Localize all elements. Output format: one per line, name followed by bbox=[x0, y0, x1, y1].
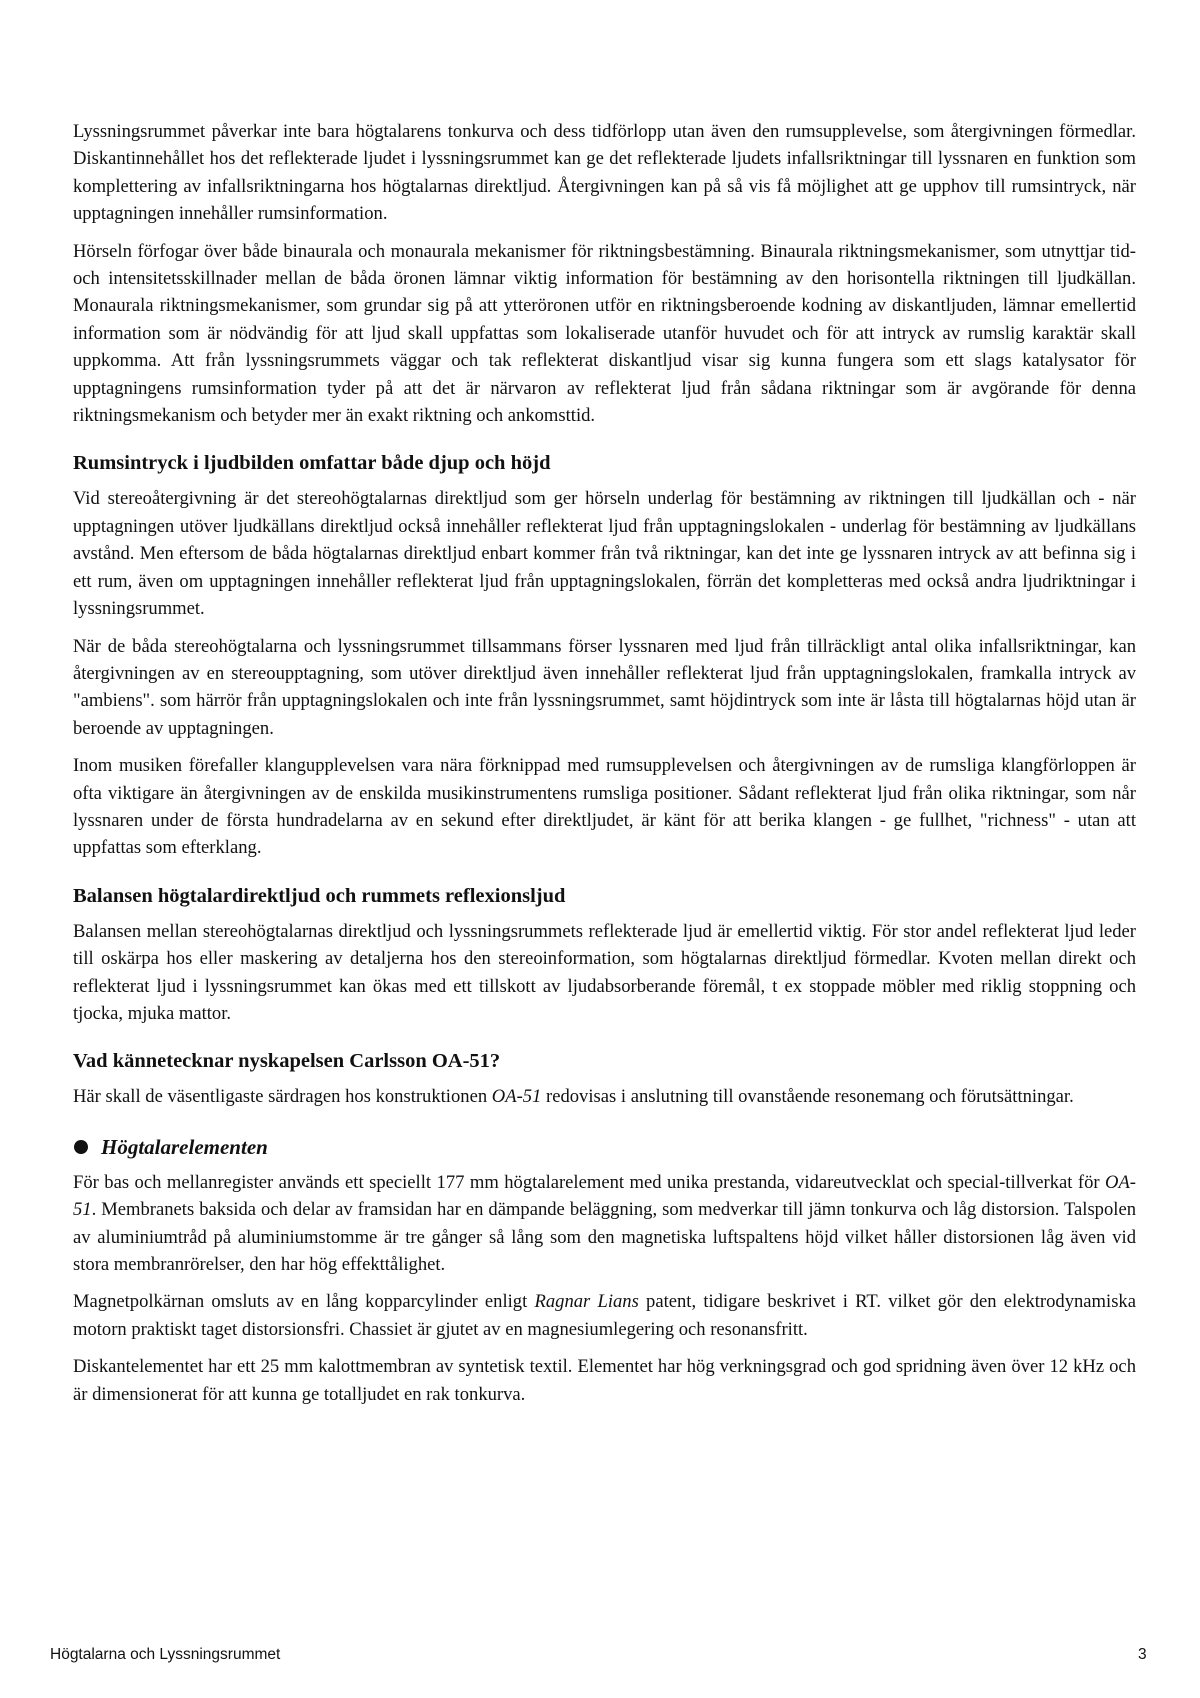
paragraph-oa51-intro bbox=[73, 1083, 1136, 1110]
text: För bas och mellanregister används ett speciellt 177 mm högtalarelement med unika prestanda, vidareutvecklat och special-tillverkat för bbox=[73, 1171, 1106, 1193]
paragraph-rumsintryck-3: Inom musiken förefaller klangupplevelsen vara nära förknippad med rumsupplevelsen och återgivningen av de rumsliga klangförloppen är ofta viktigare än återgivningen av de enskilda musikinstrumentens rumsliga positioner. Sådant reflekterat ljud från olika riktningar, som når lyssnaren under de första hundradelarna av en sekund efter direktljudet, är känt för att berika klangen - ge fullhet, "richness" - utan att uppfattas som efterklang. bbox=[73, 755, 1136, 859]
paragraph-rumsintryck-2: När de båda stereohögtalarna och lyssningsrummet tillsammans förser lyssnaren med ljud från tillräckligt antal olika infallsriktningar, kan återgivningen av en stereoupptagning, som utöver direktljud även innehåller reflekterat ljud från upptagningslokalen, framkalla intryck av "ambiens". som härrör från upptagningslokalen och inte från lyssningsrummet, samt höjdintryck som inte är låsta till högtalarnas höjd utan är beroende av upptagningen. bbox=[73, 635, 1136, 739]
heading-oa51: Vad kännetecknar nyskapelsen Carlsson OA-51? bbox=[73, 1050, 501, 1073]
paragraph-intro-2: Hörseln förfogar över både binaurala och monaurala mekanismer för riktningsbestämning. Binaurala riktningsmekanismer, som utnyttjar tid- och intensitetsskillnader mellan de båda öronen lämnar viktig information för bestämning av den horisontella riktningen till ljudkällan. Monaurala riktningsmekanismer, som grundar sig på att ytteröronen utför en riktningsberoende kodning av diskantljuden, lämnar emellertid information som är nödvändig för att ljud skall uppfattas som lokaliserade utanför huvudet och för att intryck av rumslig karaktär skall uppkomma. Att från lyssningsrummets väggar och tak reflekterat diskantljud visar sig kunna fungera som ett slags katalysator för upptagningens rumsinformation tyder på att det är närvaron av reflekterat ljud från sådana riktningar som är avgörande för denna riktningsmekanism och betyder mer än exakt riktning och ankomsttid. bbox=[73, 240, 1136, 427]
bullet-icon bbox=[74, 1140, 88, 1154]
paragraph-balansen-1: Balansen mellan stereohögtalarnas direktljud och lyssningsrummets reflekterade ljud är emellertid viktig. För stor andel reflekterat ljud leder till oskärpa hos eller maskering av detaljerna hos den stereoinformation, som högtalarnas direktljud förmedlar. Kvoten mellan direkt och reflekterat ljud i lyssningsrummet kan ökas med ett tillskott av ljudabsorberande föremål, t ex stoppade möbler med riklig stoppning och tjocka, mjuka mattor. bbox=[73, 920, 1136, 1024]
model-name: OA-51 bbox=[73, 1171, 1136, 1221]
paragraph-hogtalarelementen-2 bbox=[73, 1288, 1136, 1343]
heading-balansen: Balansen högtalardirektljud och rummets reflexionsljud bbox=[73, 884, 566, 907]
person-name: Ragnar Lians bbox=[534, 1291, 639, 1313]
footer-title: Högtalarna och Lyssningsrummet bbox=[50, 1646, 281, 1663]
heading-rumsintryck: Rumsintryck i ljudbilden omfattar både djup och höjd bbox=[73, 452, 551, 475]
heading-text: Högtalarelementen bbox=[101, 1134, 268, 1159]
text: redovisas i anslutning till ovanstående resonemang och förutsättningar. bbox=[541, 1086, 1074, 1108]
paragraph-intro-1: Lyssningsrummet påverkar inte bara högtalarens tonkurva och dess tidförlopp utan även den rumsupplevelse, som återgivningen förmedlar. Diskantinnehållet hos det reflekterade ljudet i lyssningsrummet kan ge det reflekterade ljudets infallsriktningar till lyssnaren en funktion som komplettering av infallsriktningarna hos högtalarnas direktljud. Återgivningen kan på så vis få möjlighet att ge upphov till rumsintryck, när upptagningen innehåller rumsinformation. bbox=[73, 121, 1136, 225]
text: Här skall de väsentligaste särdragen hos konstruktionen bbox=[73, 1086, 492, 1108]
model-name: OA-51 bbox=[491, 1086, 542, 1108]
paragraph-hogtalarelementen-3: Diskantelementet har ett 25 mm kalottmembran av syntetisk textil. Elementet har hög verkningsgrad och god spridning även över 12 kHz och är dimensionerat för att kunna ge totalljudet en rak tonkurva. bbox=[73, 1356, 1136, 1405]
text: Magnetpolkärnan omsluts av en lång kopparcylinder enligt bbox=[73, 1291, 535, 1313]
document-page bbox=[73, 118, 1136, 1418]
heading-hogtalarelementen bbox=[73, 1133, 1136, 1161]
text: . Membranets baksida och delar av framsidan har en dämpande beläggning, som medverkar till jämn tonkurva och låg distorsion. Talspolen av aluminiumtråd på aluminiumstomme är tre gånger så lång som den magnetiska luftspaltens höjd vilket håller distorsionen låg även vid stora membranrörelser, den har hög effekttålighet. bbox=[73, 1199, 1136, 1275]
paragraph-hogtalarelementen-1 bbox=[73, 1169, 1136, 1279]
text: patent, tidigare beskrivet i RT. vilket gör den elektrodynamiska motorn praktiskt taget distorsionsfri. Chassiet är gjutet av en magnesiumlegering och resonansfritt. bbox=[73, 1291, 1136, 1340]
paragraph-rumsintryck-1: Vid stereoåtergivning är det stereohögtalarnas direktljud som ger hörseln underlag för bestämning av riktningen till ljudkällan och - när upptagningen utöver ljudkällans direktljud också innehåller reflekterat ljud från upptagningslokalen - underlag för bestämning av ljudkällans avstånd. Men eftersom de båda högtalarnas direktljud enbart kommer från två riktningar, kan det inte ge lyssnaren intryck av att befinna sig i ett rum, även om upptagningen innehåller reflekterat ljud från upptagningslokalen, förrän det kompletteras med också andra ljudriktningar i lyssningsrummet. bbox=[73, 488, 1136, 620]
page-number: 3 bbox=[1138, 1646, 1147, 1663]
